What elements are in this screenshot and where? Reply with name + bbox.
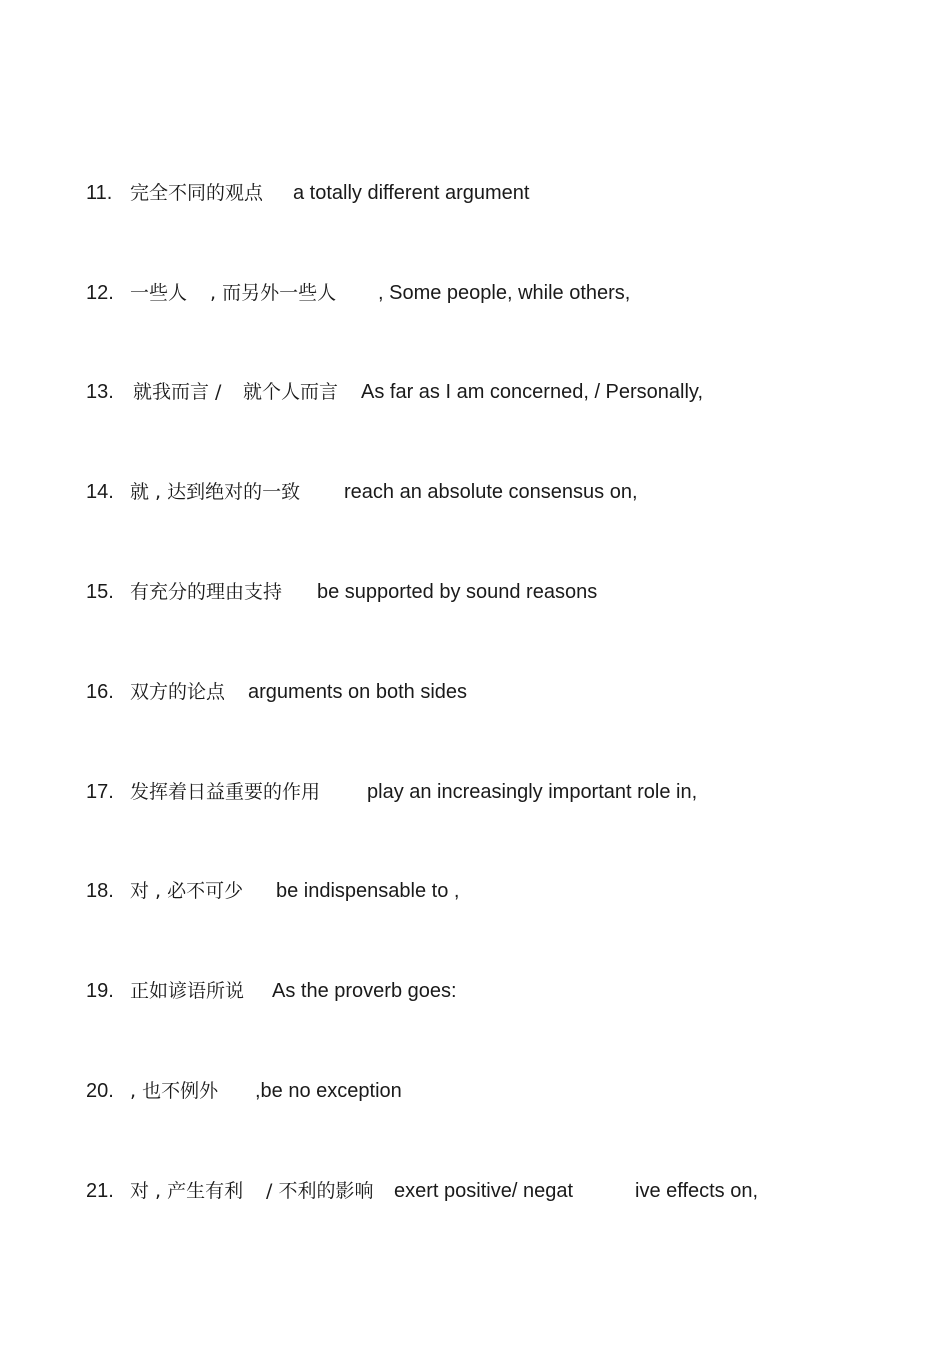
entry-number: 12.: [86, 282, 114, 304]
entry-number: 21.: [86, 1180, 114, 1202]
entry-20: [0, 1076, 950, 1106]
chinese-phrase: 对 , 必不可少: [130, 880, 244, 902]
chinese-phrase: 完全不同的观点: [130, 182, 264, 204]
entry-15: [0, 577, 950, 607]
entry-number: 20.: [86, 1080, 114, 1102]
entry-11: [0, 178, 950, 208]
entry-number: 18.: [86, 880, 114, 902]
english-phrase: As the proverb goes:: [272, 980, 457, 1002]
entry-17: [0, 777, 950, 807]
english-phrase: As far as I am concerned, / Personally,: [361, 381, 704, 403]
english-phrase: reach an absolute consensus on,: [344, 481, 638, 503]
chinese-phrase: 一些人: [130, 282, 188, 304]
entry-number: 11.: [86, 182, 113, 204]
entry-16: [0, 677, 950, 707]
chinese-phrase: , 也不例外: [130, 1080, 219, 1102]
english-phrase: play an increasingly important role in,: [367, 781, 698, 803]
chinese-phrase: 发挥着日益重要的作用: [130, 781, 321, 803]
entry-21: [0, 1176, 950, 1206]
entry-18: [0, 876, 950, 906]
chinese-phrase: / 不利的影响: [266, 1180, 374, 1202]
english-phrase: a totally different argument: [293, 182, 530, 204]
entry-14: [0, 477, 950, 507]
entry-number: 19.: [86, 980, 114, 1002]
chinese-phrase: 有充分的理由支持: [130, 581, 283, 603]
english-phrase: ,be no exception: [255, 1080, 402, 1102]
chinese-phrase: 就我而言 /: [133, 381, 222, 403]
chinese-phrase: 对 , 产生有利: [130, 1180, 244, 1202]
entry-number: 17.: [86, 781, 114, 803]
entry-19: [0, 976, 950, 1006]
chinese-phrase: 双方的论点: [130, 681, 226, 703]
english-phrase: ive effects on,: [635, 1180, 759, 1202]
entry-number: 15.: [86, 581, 114, 603]
english-phrase: , Some people, while others,: [378, 282, 631, 304]
english-phrase: exert positive/ negat: [394, 1180, 573, 1202]
entry-number: 14.: [86, 481, 114, 503]
chinese-phrase: 就个人而言: [243, 381, 339, 403]
entry-12: [0, 278, 950, 308]
chinese-phrase: 正如谚语所说: [130, 980, 245, 1002]
english-phrase: be supported by sound reasons: [317, 581, 598, 603]
chinese-phrase: , 而另外一些人: [210, 282, 337, 304]
english-phrase: be indispensable to ,: [276, 880, 460, 902]
english-phrase: arguments on both sides: [248, 681, 468, 703]
entry-number: 16.: [86, 681, 114, 703]
entry-number: 13.: [86, 381, 114, 403]
chinese-phrase: 就 , 达到绝对的一致: [130, 481, 301, 503]
entry-13: [0, 377, 950, 407]
